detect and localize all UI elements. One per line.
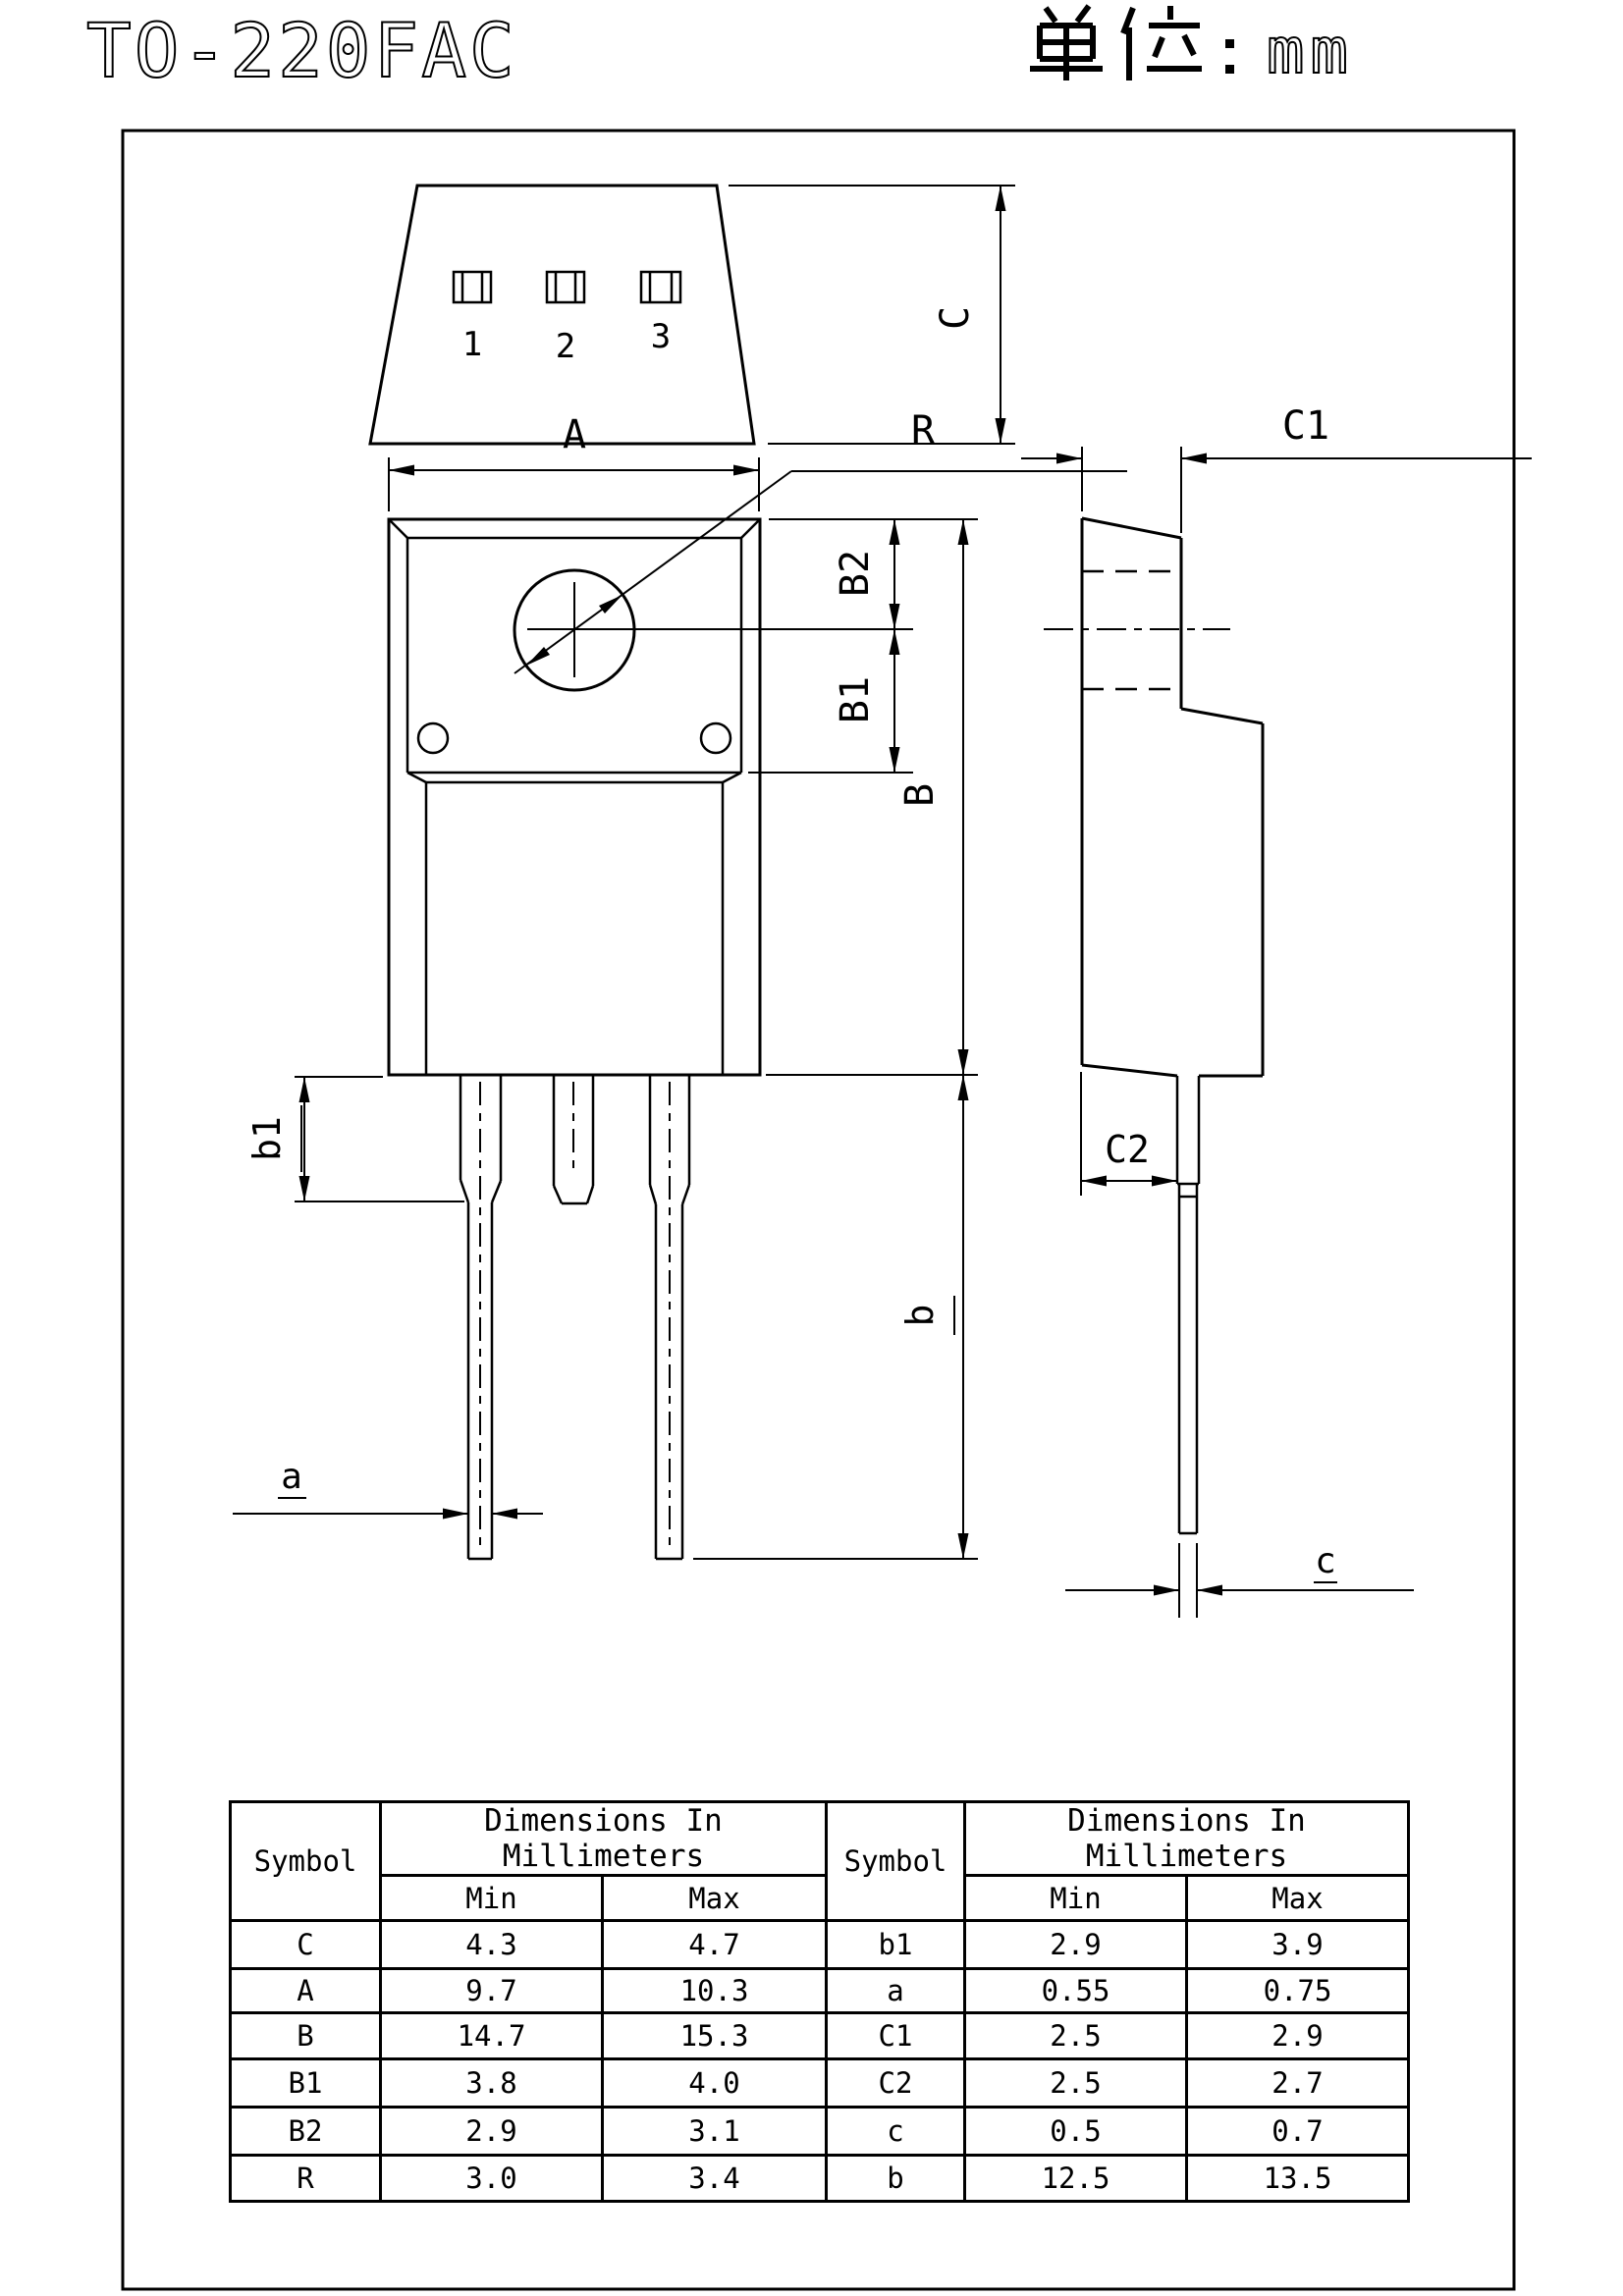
- symbol-cell: C2: [827, 2059, 965, 2108]
- table-row: [231, 2059, 1409, 2108]
- max-header-right: Max: [1187, 1876, 1409, 1921]
- arrowhead-left: [1081, 1176, 1107, 1187]
- table-header-row-2: [231, 1876, 1409, 1921]
- colon-separator: [1225, 39, 1234, 74]
- arrowhead-right: [443, 1509, 468, 1520]
- max-cell: 3.1: [603, 2108, 827, 2156]
- min-cell: 9.7: [381, 1969, 603, 2013]
- pin3-number: 3: [650, 317, 672, 356]
- symbol-cell: R: [231, 2156, 381, 2202]
- arrowhead-down: [299, 1176, 310, 1201]
- arrowhead-down: [958, 1533, 969, 1559]
- corner-hole-right: [701, 723, 730, 753]
- front-view: [233, 408, 1127, 1559]
- arrowhead-left: [492, 1509, 517, 1520]
- dimensions-header-right: Dimensions In Millimeters: [965, 1802, 1409, 1876]
- pin1-number: 1: [461, 325, 483, 364]
- min-cell: 12.5: [965, 2156, 1187, 2202]
- arrowhead-up: [958, 519, 969, 545]
- arrowhead-down: [890, 747, 900, 773]
- symbol-cell: B1: [231, 2059, 381, 2108]
- table-row: [231, 1969, 1409, 2013]
- min-cell: 2.9: [381, 2108, 603, 2156]
- min-cell: 2.9: [965, 1921, 1187, 1969]
- max-cell: 0.7: [1187, 2108, 1409, 2156]
- symbol-cell: a: [827, 1969, 965, 2013]
- top-view: [370, 186, 1015, 444]
- min-cell: 0.5: [965, 2108, 1187, 2156]
- dim-label-b1: b1: [245, 1116, 289, 1161]
- dim-C2: [1081, 1072, 1177, 1196]
- arrowhead-up: [996, 186, 1006, 211]
- table-row: [231, 2108, 1409, 2156]
- arrowhead-right: [1154, 1585, 1179, 1596]
- dim-R: [514, 408, 1127, 673]
- dimensions-header-left: Dimensions In Millimeters: [381, 1802, 827, 1876]
- dim-label-B1: B1: [833, 675, 878, 724]
- max-cell: 2.7: [1187, 2059, 1409, 2108]
- table-row: [231, 1921, 1409, 1969]
- arrowhead-right: [1056, 454, 1082, 464]
- max-cell: 3.4: [603, 2156, 827, 2202]
- min-cell: 3.8: [381, 2059, 603, 2108]
- dim-label-B: B: [897, 782, 943, 808]
- dim-label-A: A: [562, 412, 587, 457]
- symbol-header-right: Symbol: [827, 1802, 965, 1921]
- symbol-cell: b: [827, 2156, 965, 2202]
- table-header-row-1: [231, 1802, 1409, 1876]
- side-outline: [1082, 518, 1263, 1076]
- dim-c: [1065, 1541, 1414, 1618]
- min-header-right: Min: [965, 1876, 1187, 1921]
- max-cell: 15.3: [603, 2013, 827, 2059]
- front-pin-2: [554, 1075, 593, 1203]
- page-title: TO-220FAC: [86, 7, 517, 94]
- side-view: [1021, 403, 1532, 1618]
- max-cell: 4.7: [603, 1921, 827, 1969]
- symbol-cell: B2: [231, 2108, 381, 2156]
- unit-label-cjk: [1030, 6, 1202, 80]
- dim-label-R: R: [910, 408, 936, 454]
- arrowhead-right: [733, 465, 759, 476]
- arrowhead-up: [890, 629, 900, 655]
- table-row: [231, 2013, 1409, 2059]
- arrowhead-left: [1197, 1585, 1222, 1596]
- pin2-section: [547, 272, 584, 302]
- corner-hole-left: [418, 723, 448, 753]
- arrowhead-upright: [599, 595, 622, 614]
- max-cell: 2.9: [1187, 2013, 1409, 2059]
- table-row: [231, 2156, 1409, 2202]
- arrowhead-down: [958, 1049, 969, 1075]
- arrowhead-up: [958, 1075, 969, 1100]
- symbol-cell: C1: [827, 2013, 965, 2059]
- unit-value: mm: [1267, 16, 1355, 88]
- arrowhead-left: [389, 465, 414, 476]
- dim-label-C1: C1: [1281, 403, 1330, 449]
- dim-label-b: b: [898, 1304, 942, 1327]
- symbol-cell: c: [827, 2108, 965, 2156]
- arrowhead-down: [996, 418, 1006, 444]
- arrowhead-left: [1181, 454, 1207, 464]
- min-cell: 2.5: [965, 2059, 1187, 2108]
- arrowhead-right: [1152, 1176, 1177, 1187]
- max-cell: 4.0: [603, 2059, 827, 2108]
- symbol-cell: A: [231, 1969, 381, 2013]
- symbol-cell: B: [231, 2013, 381, 2059]
- dim-b1: [245, 1077, 464, 1201]
- min-cell: 3.0: [381, 2156, 603, 2202]
- min-header-left: Min: [381, 1876, 603, 1921]
- front-pin-1: [460, 1075, 501, 1559]
- pin1-section: [454, 272, 491, 302]
- symbol-header-left: Symbol: [231, 1802, 381, 1921]
- min-cell: 2.5: [965, 2013, 1187, 2059]
- symbol-cell: C: [231, 1921, 381, 1969]
- min-cell: 0.55: [965, 1969, 1187, 2013]
- max-cell: 10.3: [603, 1969, 827, 2013]
- dim-a: [233, 1457, 543, 1520]
- max-header-left: Max: [603, 1876, 827, 1921]
- dim-A: [389, 412, 759, 511]
- side-pin: [1177, 1076, 1199, 1533]
- dim-label-B2: B2: [833, 549, 878, 598]
- arrowhead-up: [299, 1077, 310, 1102]
- top-view-body: [370, 186, 754, 444]
- dim-label-c: c: [1315, 1541, 1336, 1581]
- max-cell: 13.5: [1187, 2156, 1409, 2202]
- dim-C: [729, 186, 1015, 444]
- front-pin-3: [650, 1075, 689, 1559]
- dim-B: [766, 519, 978, 1075]
- min-cell: 14.7: [381, 2013, 603, 2059]
- dim-label-C: C: [933, 305, 978, 331]
- max-cell: 0.75: [1187, 1969, 1409, 2013]
- symbol-cell: b1: [827, 1921, 965, 1969]
- dim-B2-B1: [748, 519, 978, 773]
- max-cell: 3.9: [1187, 1921, 1409, 1969]
- min-cell: 4.3: [381, 1921, 603, 1969]
- arrowhead-up: [890, 519, 900, 545]
- dimensions-table: [229, 1800, 1410, 2203]
- dim-C1: [1021, 403, 1532, 533]
- dim-label-C2: C2: [1105, 1128, 1150, 1171]
- arrowhead-down: [890, 604, 900, 629]
- pin3-section: [641, 272, 680, 302]
- dim-b: [693, 1075, 978, 1559]
- dim-label-a: a: [281, 1457, 302, 1497]
- pin2-number: 2: [555, 327, 576, 366]
